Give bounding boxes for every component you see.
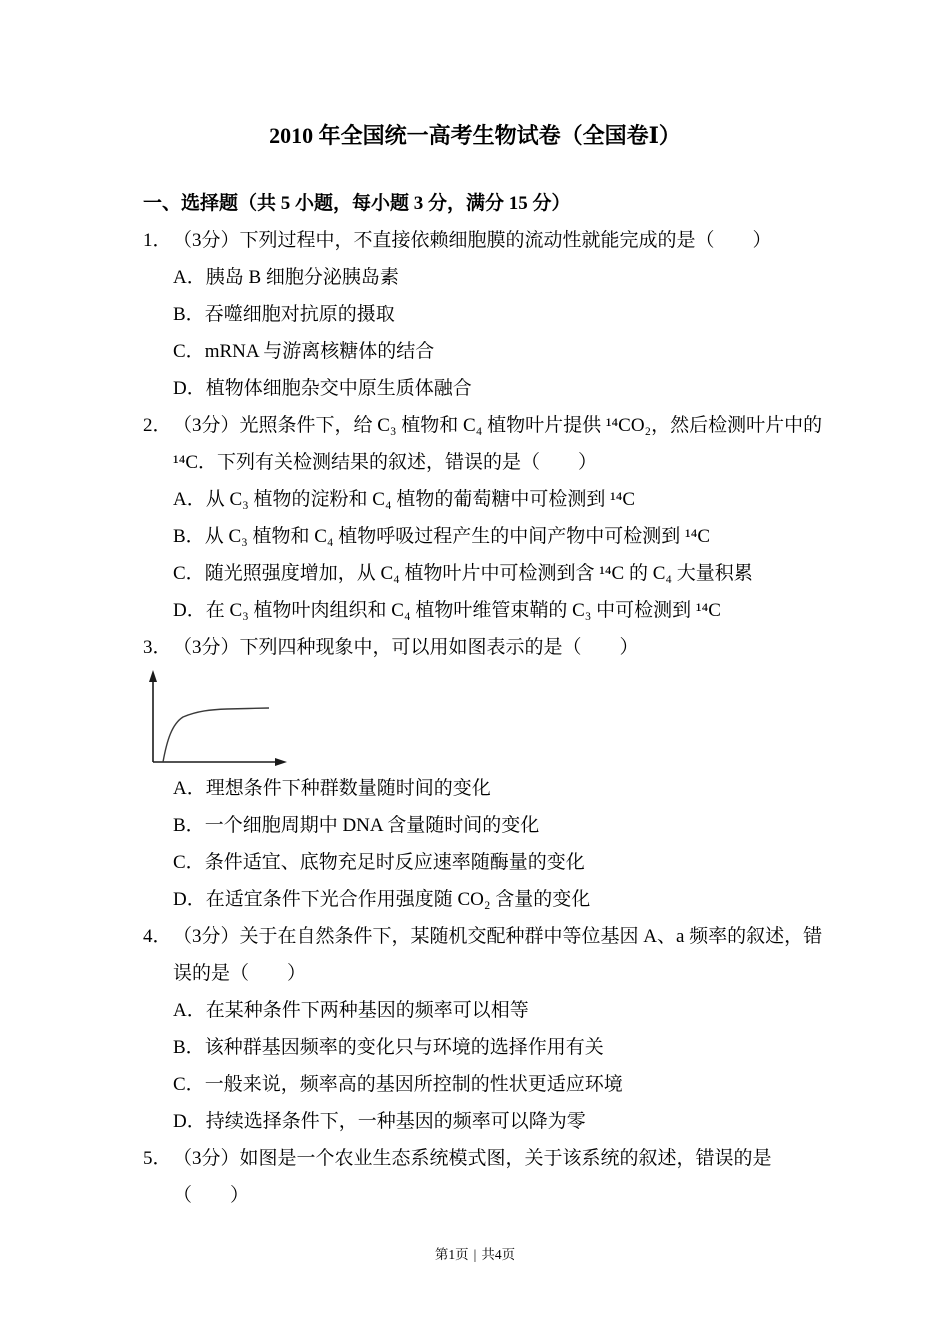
option-text: 植物体细胞杂交中原生质体融合 bbox=[205, 378, 472, 399]
page-footer bbox=[0, 1243, 950, 1263]
question-stem-text: （3分）下列四种现象中，可以用如图表示的是（ ） bbox=[173, 637, 639, 658]
question-number: 1． bbox=[143, 230, 172, 251]
question-number: 5． bbox=[143, 1148, 172, 1169]
option-label: D． bbox=[173, 1111, 206, 1132]
option-text: 条件适宜、底物充足时反应速率随酶量的变化 bbox=[204, 852, 585, 873]
option-text: 在某种条件下两种基因的频率可以相等 bbox=[205, 1000, 529, 1021]
question-1 bbox=[143, 222, 835, 407]
option-3c bbox=[143, 844, 835, 881]
option-text: 该种群基因频率的变化只与环境的选择作用有关 bbox=[204, 1037, 604, 1058]
option-label: C． bbox=[173, 563, 205, 584]
option-text: 一般来说，频率高的基因所控制的性状更适应环境 bbox=[204, 1074, 623, 1095]
document-title: 2010 年全国统一高考生物试卷（全国卷Ⅰ） bbox=[269, 123, 681, 148]
option-4d bbox=[143, 1103, 835, 1140]
option-label: B． bbox=[173, 1037, 205, 1058]
option-label: B． bbox=[173, 304, 205, 325]
option-4b bbox=[143, 1029, 835, 1066]
option-1b bbox=[143, 296, 835, 333]
saturation-curve-figure bbox=[143, 668, 293, 768]
option-label: C． bbox=[173, 341, 205, 362]
footer-page-number: 第1页 bbox=[434, 1247, 469, 1262]
question-stem bbox=[143, 629, 835, 666]
option-label: D． bbox=[173, 600, 206, 621]
option-text: 吞噬细胞对抗原的摄取 bbox=[204, 304, 395, 325]
option-label: A． bbox=[173, 1000, 206, 1021]
option-2d bbox=[143, 592, 835, 629]
option-text: 在适宜条件下光合作用强度随 CO₂ 含量的变化 bbox=[205, 889, 591, 910]
question-stem-text: （3分）下列过程中，不直接依赖细胞膜的流动性就能完成的是（ ） bbox=[173, 230, 772, 251]
option-label: D． bbox=[173, 889, 206, 910]
option-3a bbox=[143, 770, 835, 807]
option-text: 随光照强度增加，从 C₄ 植物叶片中可检测到含 ¹⁴C 的 C₄ 大量积累 bbox=[204, 563, 753, 584]
option-text: 一个细胞周期中 DNA 含量随时间的变化 bbox=[204, 815, 540, 836]
option-label: C． bbox=[173, 852, 205, 873]
option-text: 在 C₃ 植物叶肉组织和 C₄ 植物叶维管束鞘的 C₃ 中可检测到 ¹⁴C bbox=[205, 600, 721, 621]
y-axis-arrow-icon bbox=[149, 670, 157, 682]
question-2 bbox=[143, 407, 835, 629]
option-4c bbox=[143, 1066, 835, 1103]
question-stem bbox=[143, 918, 835, 992]
option-2b bbox=[143, 518, 835, 555]
question-stem-text: （3分）关于在自然条件下，某随机交配种群中等位基因 A、a 频率的叙述，错误的是（ ） bbox=[173, 926, 823, 984]
option-text: mRNA 与游离核糖体的结合 bbox=[204, 341, 435, 362]
question-number: 3． bbox=[143, 637, 172, 658]
option-text: 持续选择条件下，一种基因的频率可以降为零 bbox=[205, 1111, 586, 1132]
footer-page-total: 共4页 bbox=[481, 1247, 516, 1262]
option-3d bbox=[143, 881, 835, 918]
option-label: A． bbox=[173, 778, 206, 799]
question-number: 4． bbox=[143, 926, 172, 947]
question-number: 2． bbox=[143, 415, 172, 436]
option-3b bbox=[143, 807, 835, 844]
option-text: 从 C₃ 植物的淀粉和 C₄ 植物的葡萄糖中可检测到 ¹⁴C bbox=[205, 489, 636, 510]
option-text: 从 C₃ 植物和 C₄ 植物呼吸过程产生的中间产物中可检测到 ¹⁴C bbox=[204, 526, 711, 547]
question-5 bbox=[143, 1140, 835, 1214]
option-2a bbox=[143, 481, 835, 518]
option-label: A． bbox=[173, 267, 206, 288]
option-label: D． bbox=[173, 378, 206, 399]
question-stem-text: （3分）光照条件下，给 C₃ 植物和 C₄ 植物叶片提供 ¹⁴CO₂，然后检测叶片中的 ¹⁴C．下列有关检测结果的叙述，错误的是（ ） bbox=[173, 415, 823, 473]
x-axis-arrow-icon bbox=[275, 758, 287, 766]
option-1c bbox=[143, 333, 835, 370]
option-label: A． bbox=[173, 489, 206, 510]
document-body bbox=[0, 151, 950, 1214]
section-heading: 一、选择题（共 5 小题，每小题 3 分，满分 15 分） bbox=[143, 193, 571, 214]
option-label: B． bbox=[173, 526, 205, 547]
figure-curve bbox=[163, 708, 269, 762]
option-label: B． bbox=[173, 815, 205, 836]
question-stem bbox=[143, 1140, 835, 1214]
question-stem bbox=[143, 407, 835, 481]
question-4 bbox=[143, 918, 835, 1140]
option-2c bbox=[143, 555, 835, 592]
option-1d bbox=[143, 370, 835, 407]
footer-separator: | bbox=[473, 1247, 477, 1262]
question-3 bbox=[143, 629, 835, 918]
question-stem-text: （3分）如图是一个农业生态系统模式图，关于该系统的叙述，错误的是（ ） bbox=[173, 1148, 772, 1206]
option-text: 理想条件下种群数量随时间的变化 bbox=[205, 778, 491, 799]
option-1a bbox=[143, 259, 835, 296]
document-header bbox=[0, 0, 950, 151]
option-label: C． bbox=[173, 1074, 205, 1095]
question-stem bbox=[143, 222, 835, 259]
option-4a bbox=[143, 992, 835, 1029]
option-text: 胰岛 B 细胞分泌胰岛素 bbox=[205, 267, 399, 288]
question-figure bbox=[143, 666, 835, 770]
